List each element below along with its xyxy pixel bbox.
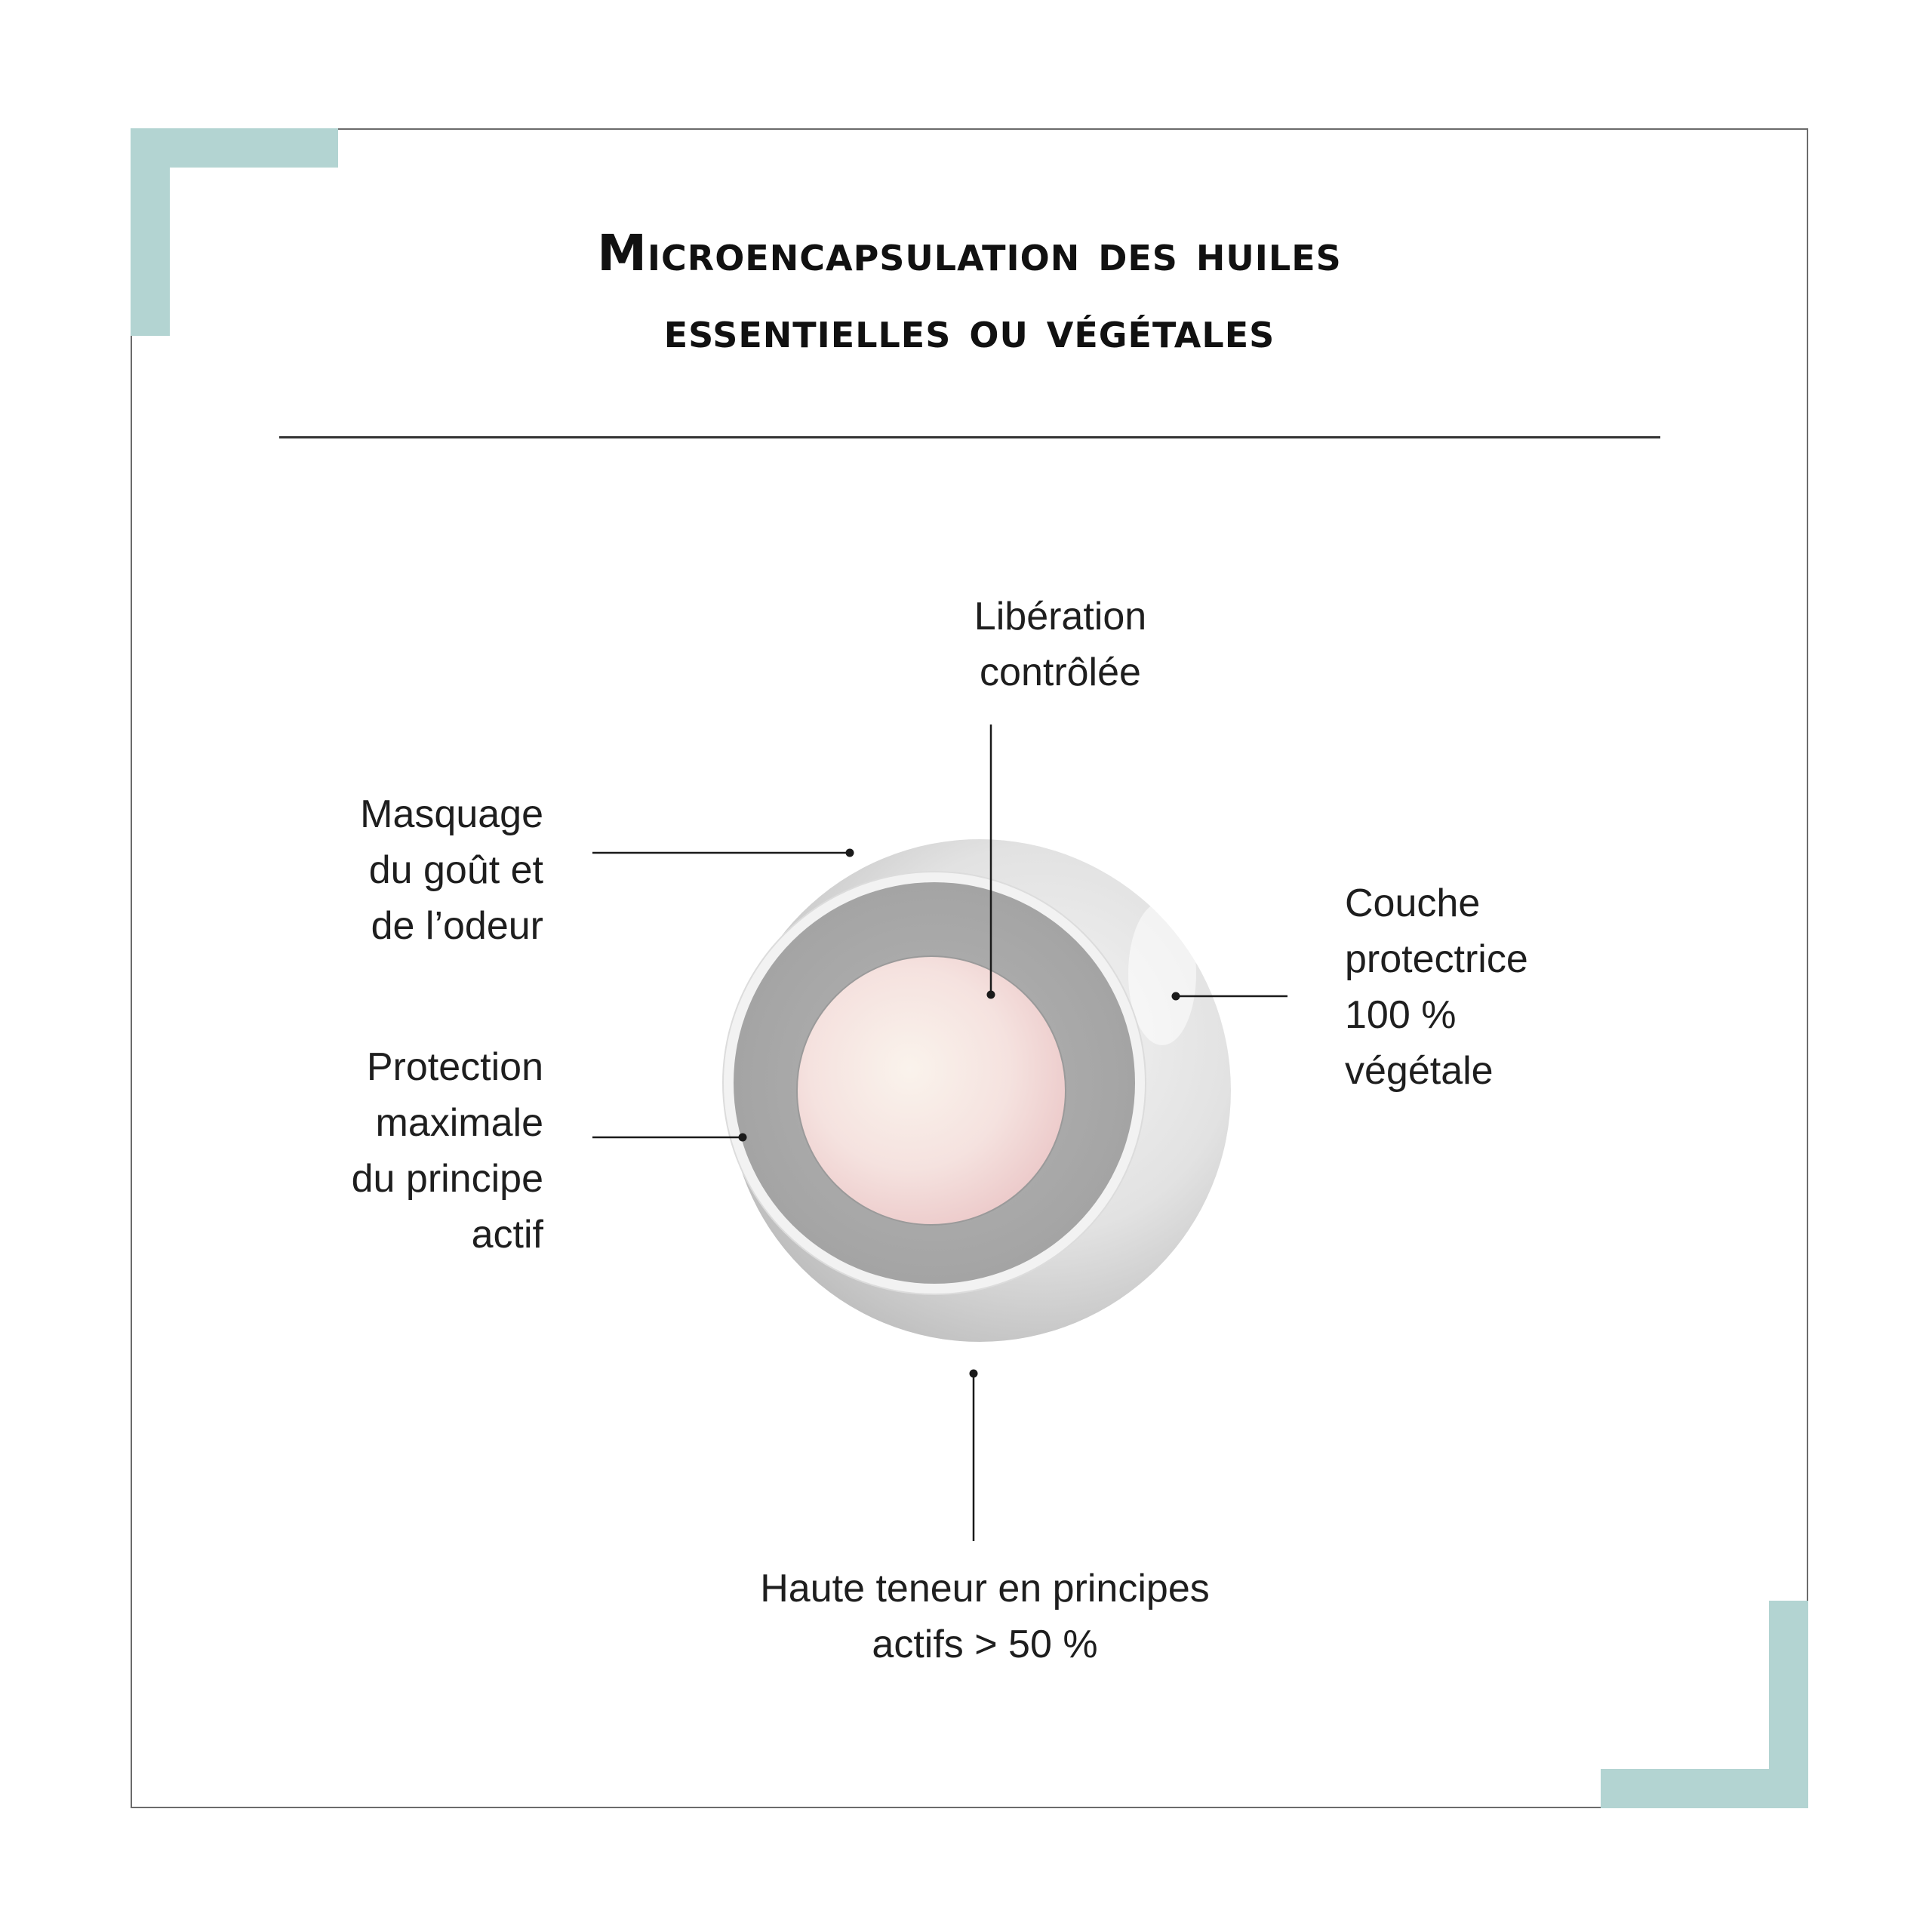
leader-dot-teneur xyxy=(970,1370,978,1378)
label-couche-line-3: 100 % xyxy=(1345,993,1457,1037)
label-masquage-line-3: de l’odeur xyxy=(371,904,543,948)
label-couche-line-1: Couche xyxy=(1345,881,1481,925)
leader-dot-liberation xyxy=(987,991,995,999)
label-liberation xyxy=(891,589,1230,700)
title-line-1: Microencapsulation des huiles xyxy=(597,224,1342,282)
label-couche-line-2: protectrice xyxy=(1345,937,1528,981)
capsule-core xyxy=(797,956,1066,1225)
leader-dot-couche xyxy=(1172,992,1180,1001)
leader-dot-masquage xyxy=(846,849,854,857)
label-couche-line-4: végétale xyxy=(1345,1049,1494,1093)
label-protection-line-1: Protection xyxy=(366,1045,543,1089)
label-teneur xyxy=(683,1561,1287,1672)
label-protection-line-3: du principe xyxy=(351,1157,543,1201)
label-masquage-line-1: Masquage xyxy=(360,792,543,836)
label-teneur-line-1: Haute teneur en principes xyxy=(760,1567,1210,1611)
label-liberation-line-1: Libération xyxy=(974,595,1147,638)
leader-dot-protection xyxy=(739,1134,747,1142)
label-protection-line-2: maximale xyxy=(375,1101,543,1145)
label-masquage-line-2: du goût et xyxy=(368,848,543,892)
label-protection xyxy=(242,1039,543,1263)
capsule-highlight xyxy=(1128,902,1196,1045)
label-protection-line-4: actif xyxy=(471,1213,543,1257)
label-teneur-line-2: actifs > 50 % xyxy=(872,1623,1098,1666)
label-couche xyxy=(1345,875,1662,1099)
label-liberation-line-2: contrôlée xyxy=(980,651,1141,694)
title-line-2: essentielles ou végétales xyxy=(663,301,1275,359)
label-masquage xyxy=(242,786,543,954)
